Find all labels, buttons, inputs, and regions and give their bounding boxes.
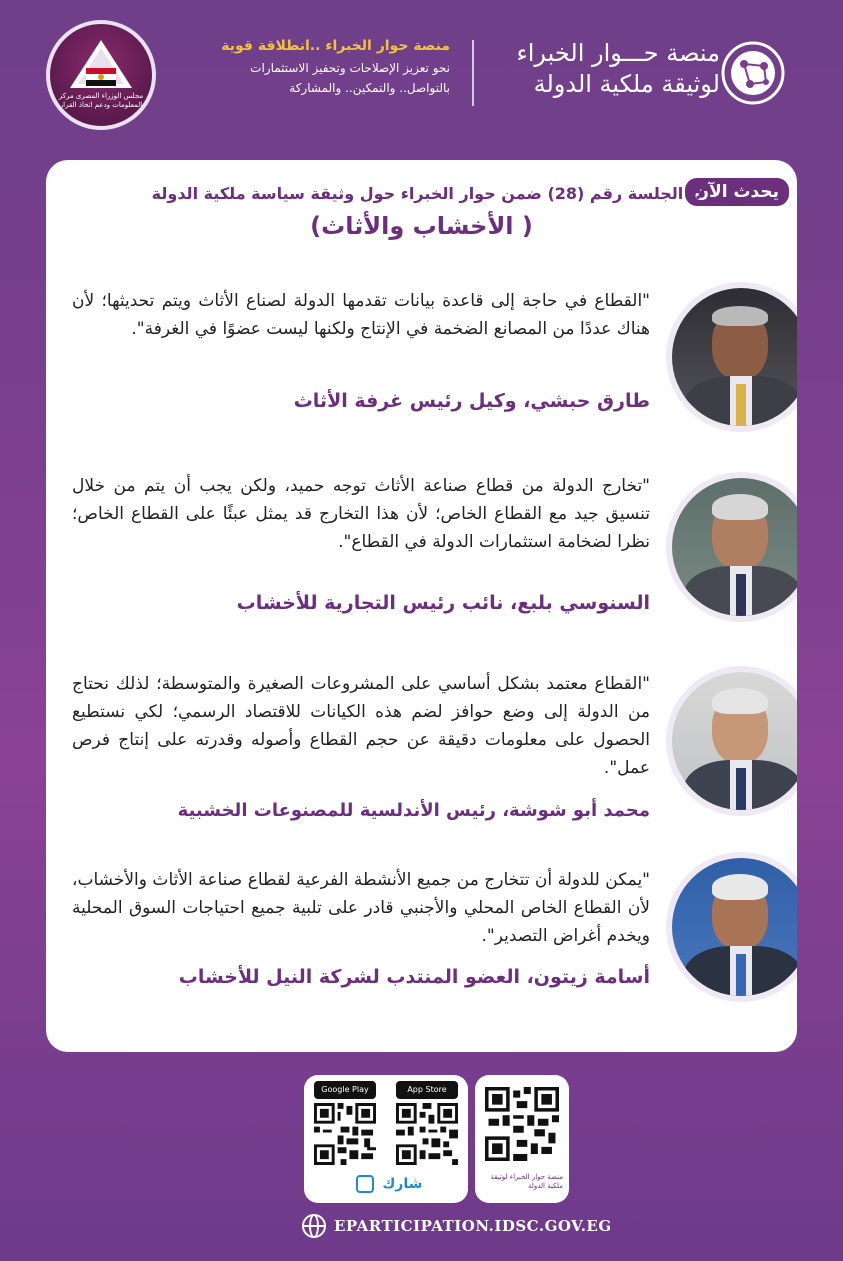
app-download-panel (304, 1075, 468, 1203)
platform-brand (490, 38, 720, 100)
slogan-title: منصة حوار الخبراء ..انطلاقة قوية (221, 38, 450, 54)
speaker-name: السنوسي بلبع، نائب رئيس التجارية للأخشاب (236, 592, 650, 614)
top-banner (0, 0, 843, 150)
session-header (46, 178, 797, 214)
app-store-qr-code[interactable] (396, 1103, 458, 1165)
platform-small-brand: منصة حوار الخبراء لوثيقة ملكية الدولة (490, 1173, 563, 1190)
chat-bubble-icon (356, 1175, 374, 1193)
quote-text: "القطاع في حاجة إلى قاعدة بيانات تقدمها الدولة لصناع الأثاث ويتم تحديثها؛ لأن هناك عددًا من المصانع الضخمة في الإنتاج ولكنها ليست عضوًا في الغرفة". (72, 291, 650, 339)
session-card (46, 160, 797, 1052)
happening-now-badge: يحدث الآن (685, 178, 789, 206)
website-url[interactable]: EPARTICIPATION.IDSC.GOV.EG (334, 1217, 612, 1235)
brand-line-2: لوثيقة ملكية الدولة (533, 70, 720, 98)
speaker-name: محمد أبو شوشة، رئيس الأندلسية للمصنوعات الخشبية (177, 800, 650, 821)
speaker-photo (666, 666, 797, 816)
app-store-badge[interactable]: App Store (396, 1081, 458, 1099)
session-topic: (الأخشاب والأثاث ) (310, 212, 533, 240)
globe-icon (302, 1214, 326, 1238)
header-divider (472, 40, 474, 106)
slogan-line-2: بالتواصل.. والتمكين.. والمشاركة (289, 81, 450, 95)
speaker-name: طارق حبشي، وكيل رئيس غرفة الأثاث (293, 390, 650, 412)
speaker-photo (666, 282, 797, 432)
speaker-name: أسامة زيتون، العضو المنتدب لشركة النيل للأخشاب (178, 966, 650, 988)
platform-qr-panel (475, 1075, 569, 1203)
session-title: .. الجلسة رقم (28) ضمن حوار الخبراء حول وثيقة سياسة ملكية الدولة (151, 184, 701, 203)
cabinet-seal-logo (46, 20, 156, 130)
website-link[interactable] (302, 1213, 612, 1239)
seal-text: مجلس الوزراء المصرى مركز المعلومات ودعم اتخاذ القرار (58, 92, 144, 109)
google-play-qr-code[interactable] (314, 1103, 376, 1165)
speaker-photo (666, 472, 797, 622)
brand-line-1: منصة حـــوار الخبراء (516, 39, 720, 67)
quote-text: "يمكن للدولة أن تتخارج من جميع الأنشطة الفرعية لقطاع صناعة الأثاث والأخشاب، لأن القطاع الخاص المحلي والأجنبي قادر على تلبية جميع احتياجات السوق المحلية ويخدم أغراض التصدير". (72, 870, 650, 946)
network-globe-icon (720, 40, 786, 106)
sharek-label: شارك (382, 1176, 423, 1192)
sharek-logo (344, 1175, 434, 1193)
speaker-photo (666, 852, 797, 1002)
platform-qr-code[interactable] (485, 1087, 559, 1161)
pyramid-icon (68, 38, 134, 92)
slogan-block (180, 38, 450, 98)
quote-text: "القطاع معتمد بشكل أساسي على المشروعات الصغيرة والمتوسطة؛ لذلك نحتاج من الدولة إلى وضع حوافز لضم هذه الكيانات للاقتصاد الرسمي؛ لكي نستطيع الحصول على معلومات دقيقة عن حجم القطاع وأصوله وقدرته على إنتاج فرص عمل". (72, 674, 650, 778)
slogan-line-1: نحو تعزيز الإصلاحات وتحفيز الاستثمارات (250, 61, 450, 75)
quote-text: "تخارج الدولة من قطاع صناعة الأثاث توجه حميد، ولكن يجب أن يتم من خلال تنسيق جيد مع القطاع الخاص؛ لأن هذا التخارج قد يمثل عبئًا على القطاع الخاص؛ نظرا لضخامة استثمارات الدولة في القطاع". (72, 476, 650, 552)
google-play-badge[interactable]: Google Play (314, 1081, 376, 1099)
